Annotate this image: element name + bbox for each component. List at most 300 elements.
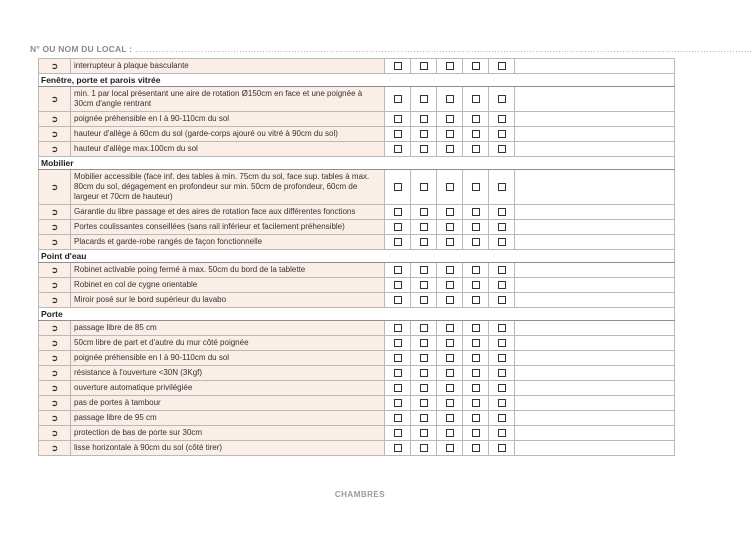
checkbox[interactable] — [394, 429, 402, 437]
checkbox-cell — [385, 112, 411, 127]
checklist-item-label: Robinet en col de cygne orientable — [71, 278, 385, 293]
checkbox-cell — [437, 396, 463, 411]
page-footer: CHAMBRES — [334, 490, 386, 499]
checkbox[interactable] — [446, 296, 454, 304]
checklist-item-label: lisse horizontale à 90cm du sol (côté tirer) — [71, 441, 385, 456]
checkbox-cell — [463, 441, 489, 456]
checkbox-cell — [489, 351, 515, 366]
remarks-cell[interactable] — [515, 263, 675, 278]
checkbox[interactable] — [394, 62, 402, 70]
checklist-row — [39, 396, 675, 411]
arrow-bullet-icon: ➲ — [39, 205, 71, 220]
checkbox[interactable] — [394, 296, 402, 304]
checkbox[interactable] — [472, 369, 480, 377]
checkbox[interactable] — [498, 62, 506, 70]
checklist-row — [39, 127, 675, 142]
checkbox-cell — [411, 441, 437, 456]
checkbox-cell — [437, 293, 463, 308]
checkbox[interactable] — [446, 208, 454, 216]
checkbox-cell — [385, 293, 411, 308]
checkbox[interactable] — [472, 130, 480, 138]
checkbox-cell — [385, 59, 411, 74]
checkbox-cell — [463, 411, 489, 426]
checkbox[interactable] — [420, 130, 428, 138]
checkbox[interactable] — [394, 145, 402, 153]
checklist-row — [39, 321, 675, 336]
checkbox[interactable] — [420, 281, 428, 289]
checkbox[interactable] — [498, 354, 506, 362]
checkbox-cell — [385, 278, 411, 293]
checkbox[interactable] — [394, 339, 402, 347]
checkbox[interactable] — [420, 414, 428, 422]
checkbox-cell — [463, 112, 489, 127]
checkbox-cell — [411, 336, 437, 351]
remarks-cell[interactable] — [515, 87, 675, 112]
remarks-cell[interactable] — [515, 235, 675, 250]
checkbox[interactable] — [498, 369, 506, 377]
checklist-item-label: min. 1 par local présentant une aire de rotation Ø150cm en face et une poignée à 30cm d'angle rentrant — [71, 87, 385, 112]
checkbox-cell — [463, 220, 489, 235]
section-header-row — [39, 250, 675, 263]
checkbox-cell — [411, 278, 437, 293]
arrow-bullet-icon: ➲ — [39, 336, 71, 351]
checkbox-cell — [411, 351, 437, 366]
checkbox[interactable] — [498, 444, 506, 452]
checklist-item-label: Portes coulissantes conseillées (sans rail inférieur et facilement préhensible) — [71, 220, 385, 235]
checkbox[interactable] — [498, 238, 506, 246]
remarks-cell[interactable] — [515, 220, 675, 235]
checkbox[interactable] — [446, 414, 454, 422]
checkbox-cell — [463, 351, 489, 366]
checkbox[interactable] — [394, 130, 402, 138]
remarks-cell[interactable] — [515, 396, 675, 411]
checkbox-cell — [463, 235, 489, 250]
checkbox[interactable] — [472, 429, 480, 437]
arrow-bullet-icon: ➲ — [39, 220, 71, 235]
checkbox[interactable] — [394, 369, 402, 377]
checkbox[interactable] — [446, 444, 454, 452]
arrow-bullet-icon: ➲ — [39, 59, 71, 74]
checkbox-cell — [411, 220, 437, 235]
checkbox[interactable] — [420, 339, 428, 347]
checkbox[interactable] — [394, 183, 402, 191]
checkbox[interactable] — [394, 238, 402, 246]
checkbox-cell — [489, 235, 515, 250]
checklist-row — [39, 263, 675, 278]
checkbox[interactable] — [394, 223, 402, 231]
checkbox[interactable] — [420, 444, 428, 452]
checkbox-cell — [437, 321, 463, 336]
checkbox[interactable] — [394, 95, 402, 103]
checkbox[interactable] — [394, 324, 402, 332]
checkbox-cell — [489, 87, 515, 112]
arrow-bullet-icon: ➲ — [39, 263, 71, 278]
local-name-fill-line[interactable]: …………………………………………………………………………………………………………………………………………………………………………………………… — [134, 44, 752, 54]
checkbox-cell — [437, 127, 463, 142]
checkbox-cell — [437, 59, 463, 74]
arrow-bullet-icon: ➲ — [39, 321, 71, 336]
checkbox[interactable] — [446, 281, 454, 289]
checklist-item-label: hauteur d'allège à 60cm du sol (garde-corps ajouré ou vitré à 90cm du sol) — [71, 127, 385, 142]
checklist-row — [39, 426, 675, 441]
checkbox[interactable] — [394, 414, 402, 422]
local-name-header — [30, 44, 752, 54]
arrow-bullet-icon: ➲ — [39, 293, 71, 308]
checkbox-cell — [489, 441, 515, 456]
checkbox[interactable] — [446, 339, 454, 347]
arrow-bullet-icon: ➲ — [39, 411, 71, 426]
remarks-cell[interactable] — [515, 278, 675, 293]
remarks-cell[interactable] — [515, 142, 675, 157]
checkbox[interactable] — [498, 95, 506, 103]
remarks-cell[interactable] — [515, 411, 675, 426]
checkbox-cell — [437, 142, 463, 157]
checkbox[interactable] — [498, 130, 506, 138]
accessibility-checklist-table — [38, 58, 675, 456]
checkbox-cell — [385, 441, 411, 456]
checkbox-cell — [437, 381, 463, 396]
checkbox[interactable] — [472, 354, 480, 362]
checklist-item-label: Robinet activable poing fermé à max. 50cm du bord de la tablette — [71, 263, 385, 278]
checkbox[interactable] — [472, 62, 480, 70]
checkbox[interactable] — [446, 384, 454, 392]
checkbox[interactable] — [498, 429, 506, 437]
checkbox-cell — [437, 278, 463, 293]
checklist-item-label: Placards et garde-robe rangés de façon fonctionnelle — [71, 235, 385, 250]
checkbox[interactable] — [472, 183, 480, 191]
checkbox-cell — [463, 59, 489, 74]
checkbox[interactable] — [420, 62, 428, 70]
checklist-row — [39, 87, 675, 112]
checklist-row — [39, 170, 675, 205]
checkbox-cell — [489, 321, 515, 336]
checkbox[interactable] — [472, 324, 480, 332]
checkbox[interactable] — [446, 354, 454, 362]
arrow-bullet-icon: ➲ — [39, 127, 71, 142]
checkbox[interactable] — [472, 384, 480, 392]
checkbox[interactable] — [498, 324, 506, 332]
checkbox[interactable] — [420, 223, 428, 231]
checkbox-cell — [463, 142, 489, 157]
checklist-item-label: résistance à l'ouverture <30N (3Kgf) — [71, 366, 385, 381]
checklist-row — [39, 220, 675, 235]
checkbox-cell — [385, 170, 411, 205]
checkbox-cell — [385, 396, 411, 411]
checkbox[interactable] — [472, 281, 480, 289]
checkbox[interactable] — [472, 399, 480, 407]
checkbox[interactable] — [498, 414, 506, 422]
checklist-row — [39, 142, 675, 157]
checklist-row — [39, 235, 675, 250]
checkbox-cell — [489, 366, 515, 381]
checkbox[interactable] — [498, 115, 506, 123]
checkbox-cell — [437, 205, 463, 220]
checkbox-cell — [411, 142, 437, 157]
checkbox[interactable] — [498, 281, 506, 289]
checkbox-cell — [385, 87, 411, 112]
checkbox[interactable] — [394, 281, 402, 289]
checkbox-cell — [437, 366, 463, 381]
checkbox[interactable] — [498, 145, 506, 153]
remarks-cell[interactable] — [515, 170, 675, 205]
checkbox[interactable] — [446, 399, 454, 407]
checkbox-cell — [437, 411, 463, 426]
remarks-cell[interactable] — [515, 321, 675, 336]
checkbox-cell — [489, 59, 515, 74]
checklist-item-label: poignée préhensible en I à 90-110cm du sol — [71, 112, 385, 127]
checklist-row — [39, 411, 675, 426]
checkbox-cell — [437, 170, 463, 205]
arrow-bullet-icon: ➲ — [39, 235, 71, 250]
checkbox-cell — [411, 59, 437, 74]
checkbox[interactable] — [498, 266, 506, 274]
checkbox-cell — [411, 235, 437, 250]
remarks-cell[interactable] — [515, 366, 675, 381]
checkbox[interactable] — [446, 266, 454, 274]
remarks-cell[interactable] — [515, 381, 675, 396]
checkbox[interactable] — [420, 145, 428, 153]
checkbox-cell — [463, 321, 489, 336]
checkbox[interactable] — [498, 399, 506, 407]
checkbox-cell — [463, 170, 489, 205]
checkbox[interactable] — [472, 145, 480, 153]
checkbox-cell — [385, 336, 411, 351]
checkbox-cell — [385, 127, 411, 142]
checkbox-cell — [385, 381, 411, 396]
checkbox-cell — [489, 205, 515, 220]
checkbox[interactable] — [420, 95, 428, 103]
checkbox[interactable] — [498, 223, 506, 231]
checkbox[interactable] — [472, 414, 480, 422]
checkbox-cell — [463, 396, 489, 411]
checkbox[interactable] — [472, 339, 480, 347]
checkbox[interactable] — [498, 296, 506, 304]
checkbox[interactable] — [472, 266, 480, 274]
checklist-row — [39, 381, 675, 396]
checkbox-cell — [437, 351, 463, 366]
remarks-cell[interactable] — [515, 127, 675, 142]
remarks-cell[interactable] — [515, 293, 675, 308]
section-title: Fenêtre, porte et parois vitrée — [39, 74, 675, 87]
checkbox[interactable] — [472, 223, 480, 231]
section-header-row — [39, 308, 675, 321]
checklist-row — [39, 336, 675, 351]
checkbox[interactable] — [420, 399, 428, 407]
checkbox-cell — [411, 293, 437, 308]
arrow-bullet-icon: ➲ — [39, 381, 71, 396]
checkbox-cell — [411, 381, 437, 396]
checkbox[interactable] — [446, 95, 454, 103]
checkbox[interactable] — [446, 130, 454, 138]
checkbox-cell — [489, 170, 515, 205]
checkbox-cell — [463, 205, 489, 220]
section-title: Porte — [39, 308, 675, 321]
checkbox-cell — [489, 426, 515, 441]
checkbox[interactable] — [472, 296, 480, 304]
checkbox-cell — [463, 381, 489, 396]
checkbox[interactable] — [420, 429, 428, 437]
arrow-bullet-icon: ➲ — [39, 441, 71, 456]
checkbox-cell — [385, 351, 411, 366]
checklist-item-label: Garantie du libre passage et des aires de rotation face aux différentes fonctions — [71, 205, 385, 220]
section-title: Mobilier — [39, 157, 675, 170]
checkbox[interactable] — [394, 399, 402, 407]
checkbox[interactable] — [498, 384, 506, 392]
checkbox[interactable] — [394, 115, 402, 123]
checkbox[interactable] — [420, 296, 428, 304]
checkbox-cell — [411, 87, 437, 112]
remarks-cell[interactable] — [515, 426, 675, 441]
checkbox-cell — [463, 366, 489, 381]
checkbox[interactable] — [420, 369, 428, 377]
checkbox-cell — [437, 87, 463, 112]
checklist-item-label: protection de bas de porte sur 30cm — [71, 426, 385, 441]
checkbox[interactable] — [446, 115, 454, 123]
checkbox-cell — [411, 321, 437, 336]
checkbox[interactable] — [498, 208, 506, 216]
checkbox[interactable] — [394, 266, 402, 274]
checkbox-cell — [437, 112, 463, 127]
section-title: Point d'eau — [39, 250, 675, 263]
checkbox-cell — [411, 205, 437, 220]
checklist-item-label: hauteur d'allège max.100cm du sol — [71, 142, 385, 157]
remarks-cell[interactable] — [515, 205, 675, 220]
checkbox-cell — [385, 411, 411, 426]
checklist-row — [39, 441, 675, 456]
checkbox-cell — [385, 220, 411, 235]
checklist-item-label: passage libre de 85 cm — [71, 321, 385, 336]
checkbox-cell — [411, 170, 437, 205]
checkbox-cell — [385, 263, 411, 278]
checkbox-cell — [437, 263, 463, 278]
checkbox[interactable] — [472, 115, 480, 123]
checkbox-cell — [437, 441, 463, 456]
checkbox-cell — [437, 336, 463, 351]
checkbox[interactable] — [472, 444, 480, 452]
checklist-row — [39, 112, 675, 127]
checklist-row — [39, 278, 675, 293]
checklist-row — [39, 205, 675, 220]
checkbox-cell — [489, 411, 515, 426]
checkbox[interactable] — [446, 324, 454, 332]
checkbox-cell — [463, 87, 489, 112]
checkbox-cell — [385, 205, 411, 220]
checkbox-cell — [411, 112, 437, 127]
checklist-item-label: poignée préhensible en I à 90-110cm du sol — [71, 351, 385, 366]
arrow-bullet-icon: ➲ — [39, 396, 71, 411]
section-header-row — [39, 157, 675, 170]
remarks-cell[interactable] — [515, 112, 675, 127]
checklist-row — [39, 59, 675, 74]
checkbox[interactable] — [446, 62, 454, 70]
checklist-item-label: pas de portes à tambour — [71, 396, 385, 411]
checkbox[interactable] — [394, 444, 402, 452]
checkbox[interactable] — [420, 324, 428, 332]
checkbox[interactable] — [394, 384, 402, 392]
checkbox-cell — [489, 127, 515, 142]
checklist-row — [39, 293, 675, 308]
arrow-bullet-icon: ➲ — [39, 351, 71, 366]
checkbox-cell — [463, 426, 489, 441]
arrow-bullet-icon: ➲ — [39, 87, 71, 112]
arrow-bullet-icon: ➲ — [39, 170, 71, 205]
checklist-item-label: passage libre de 95 cm — [71, 411, 385, 426]
remarks-cell[interactable] — [515, 336, 675, 351]
remarks-cell[interactable] — [515, 441, 675, 456]
checkbox-cell — [489, 293, 515, 308]
checkbox[interactable] — [420, 354, 428, 362]
checkbox-cell — [489, 142, 515, 157]
checkbox[interactable] — [446, 238, 454, 246]
checkbox[interactable] — [446, 223, 454, 231]
arrow-bullet-icon: ➲ — [39, 366, 71, 381]
checkbox-cell — [463, 336, 489, 351]
checkbox-cell — [489, 263, 515, 278]
checkbox-cell — [489, 336, 515, 351]
arrow-bullet-icon: ➲ — [39, 112, 71, 127]
checkbox-cell — [489, 396, 515, 411]
checklist-item-label: interrupteur à plaque basculante — [71, 59, 385, 74]
checklist-item-label: Mobilier accessible (face inf. des tables à min. 75cm du sol, face sup. tables à max. 80cm du sol, dégagement en profondeur sur min. 50cm de profondeur, 60cm de largeur et 70cm de hauteur) — [71, 170, 385, 205]
checkbox-cell — [437, 220, 463, 235]
checkbox[interactable] — [446, 429, 454, 437]
checklist-row — [39, 351, 675, 366]
checkbox[interactable] — [446, 369, 454, 377]
arrow-bullet-icon: ➲ — [39, 278, 71, 293]
checkbox-cell — [411, 263, 437, 278]
checkbox[interactable] — [420, 115, 428, 123]
checkbox-cell — [489, 220, 515, 235]
arrow-bullet-icon: ➲ — [39, 142, 71, 157]
checkbox-cell — [437, 235, 463, 250]
checkbox[interactable] — [446, 145, 454, 153]
checkbox[interactable] — [498, 183, 506, 191]
checkbox-cell — [463, 293, 489, 308]
checkbox[interactable] — [472, 238, 480, 246]
remarks-cell[interactable] — [515, 59, 675, 74]
section-header-row — [39, 74, 675, 87]
checkbox-cell — [489, 381, 515, 396]
checkbox-cell — [489, 278, 515, 293]
checkbox-cell — [411, 426, 437, 441]
checkbox-cell — [385, 426, 411, 441]
remarks-cell[interactable] — [515, 351, 675, 366]
checkbox[interactable] — [472, 95, 480, 103]
checkbox[interactable] — [420, 208, 428, 216]
checkbox-cell — [411, 366, 437, 381]
checkbox-cell — [463, 127, 489, 142]
checkbox[interactable] — [394, 354, 402, 362]
checkbox[interactable] — [420, 238, 428, 246]
checkbox[interactable] — [498, 339, 506, 347]
checklist-item-label: ouverture automatique privilégiée — [71, 381, 385, 396]
checkbox[interactable] — [394, 208, 402, 216]
checkbox-cell — [411, 411, 437, 426]
checkbox[interactable] — [446, 183, 454, 191]
checklist-row — [39, 366, 675, 381]
checkbox-cell — [385, 142, 411, 157]
checkbox[interactable] — [420, 384, 428, 392]
checkbox-cell — [411, 396, 437, 411]
checkbox[interactable] — [420, 183, 428, 191]
checkbox[interactable] — [472, 208, 480, 216]
checkbox-cell — [489, 112, 515, 127]
checkbox-cell — [385, 366, 411, 381]
checklist-item-label: Miroir posé sur le bord supérieur du lavabo — [71, 293, 385, 308]
checkbox-cell — [385, 321, 411, 336]
checkbox[interactable] — [420, 266, 428, 274]
checkbox-cell — [385, 235, 411, 250]
